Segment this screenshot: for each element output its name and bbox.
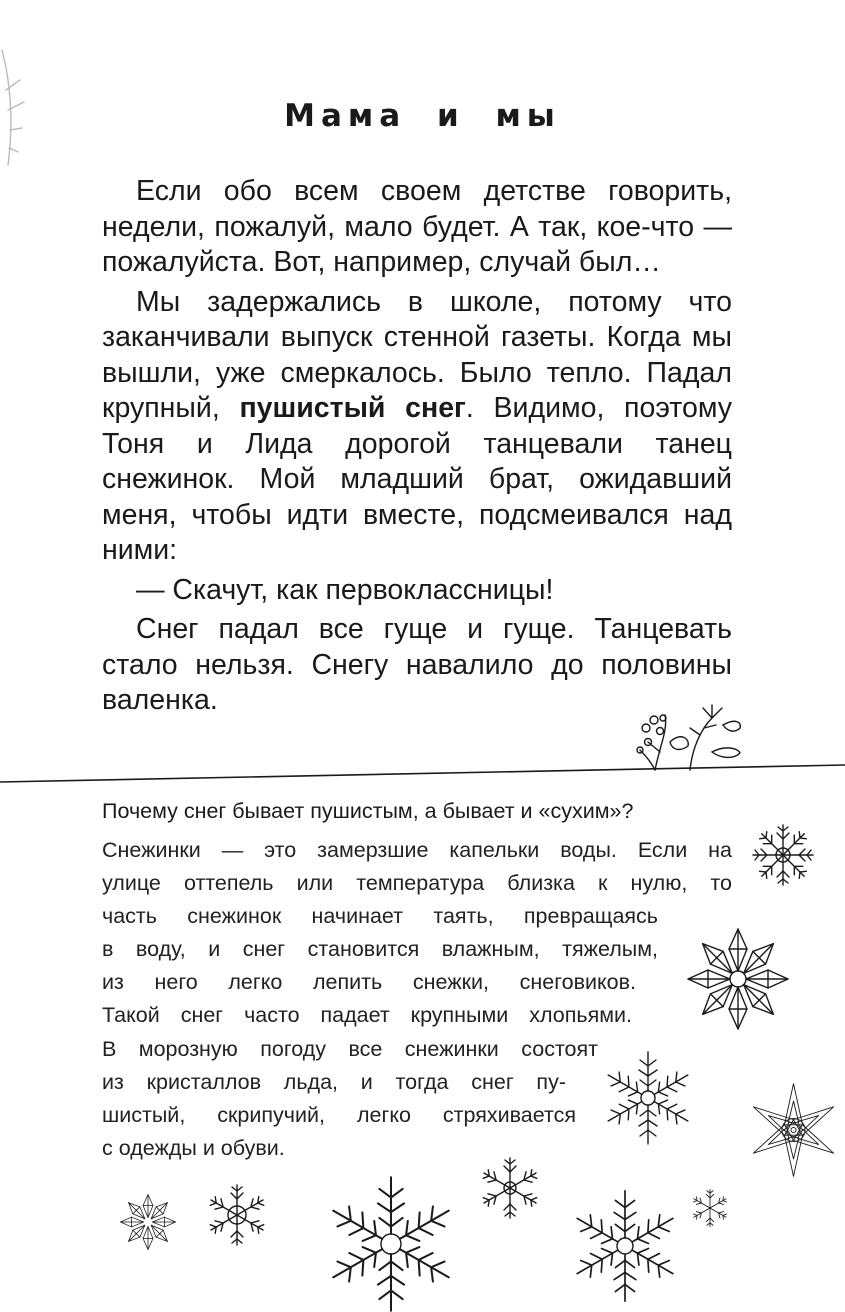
snowflake-icon <box>118 1192 178 1252</box>
snowflake-icon <box>598 1048 698 1148</box>
fact-line: с одежды и обуви. <box>102 1136 285 1160</box>
fact-line: часть снежинок начинает таять, превращаясь <box>102 904 658 928</box>
snowflake-icon <box>742 1050 845 1210</box>
snowflake-icon <box>316 1176 466 1312</box>
story-text <box>102 174 732 719</box>
fact-line: улице оттепель или температура близка к нулю, то <box>102 871 732 895</box>
fact-line: из него легко лепить снежки, снеговиков. <box>102 970 636 994</box>
page-title: Мама и мы <box>284 98 561 134</box>
fact-line: Такой снег часто падает крупными хлопьями. <box>102 1003 632 1027</box>
fact-line: в воду, и снег становится влажным, тяжелым, <box>102 937 658 961</box>
fact-line: Снежинки — это замерзшие капельки воды. Если на <box>102 838 732 862</box>
snowflake-icon <box>478 1156 542 1220</box>
branch-illustration <box>0 40 30 170</box>
bold-phrase: пушистый снег <box>239 392 466 424</box>
snowflake-icon <box>750 822 816 888</box>
snowflake-icon <box>565 1186 685 1306</box>
story-paragraph-4: Снег падал все гуще и гуще. Танцевать стало нельзя. Снегу навалило до половины валенка. <box>102 613 732 716</box>
snowflake-icon <box>204 1182 270 1248</box>
story-paragraph-3: — Скачут, как первоклассницы! <box>136 573 554 606</box>
fact-line: из кристаллов льда, и тогда снег пу- <box>102 1070 566 1094</box>
fact-line: шистый, скрипучий, легко стряхивается <box>102 1103 576 1127</box>
snowflake-icon <box>684 925 792 1033</box>
snowflake-icon <box>690 1188 730 1228</box>
story-paragraph-2: Мы задержались в школе, потому что заканчивали выпуск стенной газеты. Когда мы вышли, уже смеркалось. Было тепло. Падал крупный, пушистый снег. Видимо, поэтому Тоня и Лида дорогой танцевали танец снежинок. Мой младший брат, ожидавший меня, чтобы идти вместе, подсмеивался над ними: <box>102 285 732 566</box>
story-paragraph-1: Если обо всем своем детстве говорить, недели, пожалуй, мало будет. А так, кое-что — пожалуйста. Вот, например, случай был… <box>102 175 732 278</box>
fact-heading: Почему снег бывает пушистым, а бывает и «сухим»? <box>102 799 634 823</box>
fact-line: В морозную погоду все снежинки состоят <box>102 1037 598 1061</box>
